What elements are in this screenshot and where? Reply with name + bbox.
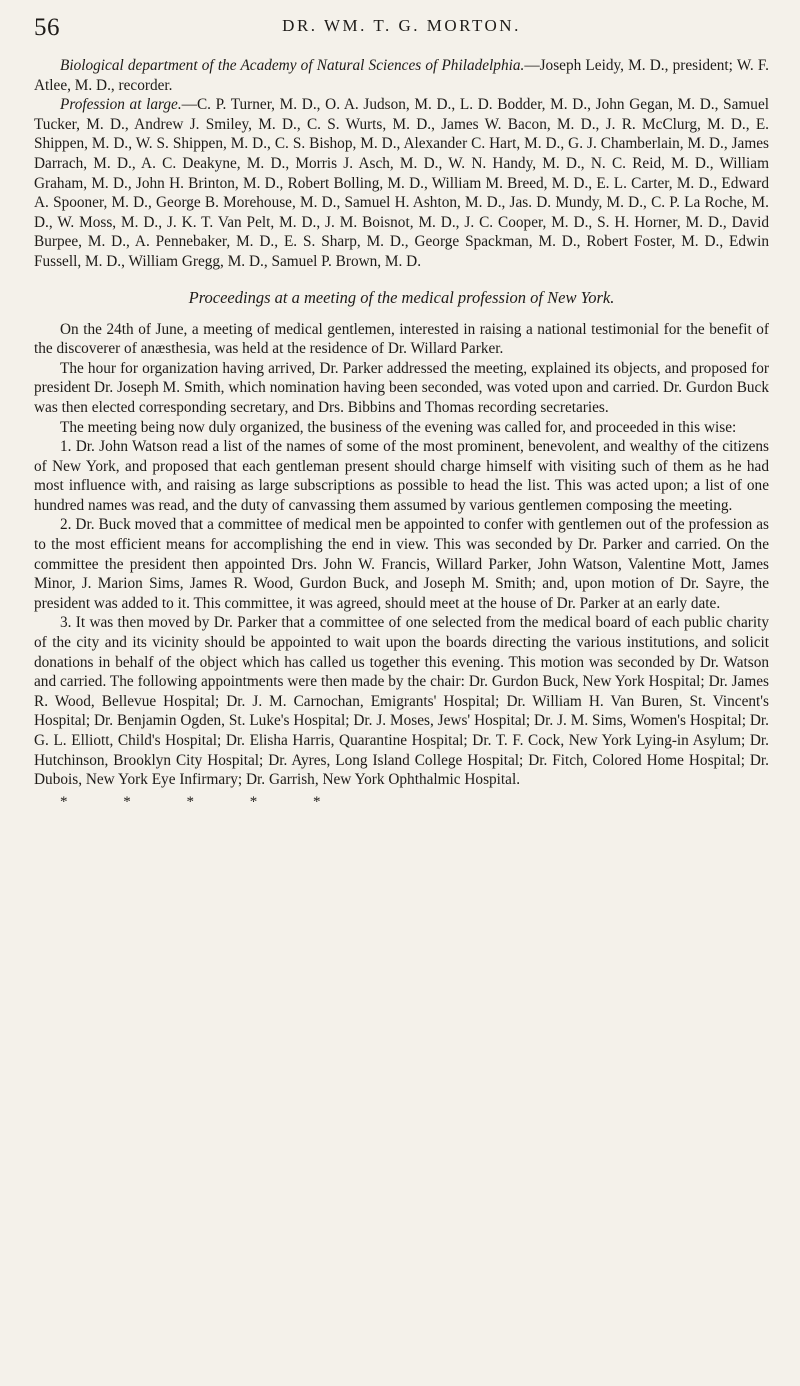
document-page bbox=[34, 14, 769, 1374]
paragraph-meeting-intro: On the 24th of June, a meeting of medical gentlemen, interested in raising a national testimonial for the benefit of the discoverer of anæsthesia, was held at the residence of Dr. Willard Parker. bbox=[34, 320, 769, 358]
profession-paragraph bbox=[34, 95, 769, 271]
section-title: Proceedings at a meeting of the medical profession of New York. bbox=[188, 287, 615, 307]
paragraph-item-1: 1. Dr. John Watson read a list of the names of some of the most prominent, benevolent, and wealthy of the citizens of New York, and proposed that each gentleman present should charge himself with visiting such of them as he had most influence with, and raising as large subscriptions as possible to head the list. This was acted upon; a list of one hundred names was read, and the duty of canvassing them assumed by various gentlemen composing the meeting. bbox=[34, 438, 769, 514]
section-break-asterisks: * * * * * bbox=[60, 793, 347, 810]
profession-text: —C. P. Turner, M. D., O. A. Judson, M. D., L. D. Bodder, M. D., John Gegan, M. D., Samuel Tucker, M. D., Andrew J. Smiley, M. D., C. S. Wurts, M. D., James W. Bacon, M. D., J. R. McClurg, M. D., E. Shippen, M. D., W. S. Shippen, M. D., C. S. Bishop, M. D., Alexander C. Hart, M. D., G. J. Chamberlain, M. D., James Darrach, M. D., A. C. Deakyne, M. D., Morris J. Asch, M. D., W. N. Handy, M. D., N. C. Reid, M. D., William Graham, M. D., John H. Brinton, M. D., Robert Bolling, M. D., William M. Breed, M. D., E. L. Carter, M. D., Edward A. Spooner, M. D., George B. Morehouse, M. D., Samuel H. Ashton, M. D., Jas. D. Mundy, M. D., C. P. La Roche, M. D., W. Moss, M. D., J. K. T. Van Pelt, M. D., J. M. Boisnot, M. D., J. C. Cooper, M. D., S. H. Horner, M. D., David Burpee, M. D., A. Pennebaker, M. D., E. S. Sharp, M. D., George Spackman, M. D., Robert Foster, M. D., Edwin Fussell, M. D., William Gregg, M. D., Samuel P. Brown, M. D. bbox=[34, 96, 769, 270]
academy-title: Biological department of the Academy of Natural Sciences of Philadelphia. bbox=[60, 57, 525, 74]
academy-text: —Joseph Leidy, M. D., president; W. F. Atlee, M. D., recorder. bbox=[34, 57, 769, 94]
paragraph-business: The meeting being now duly organized, the business of the evening was called for, and proceeded in this wise: bbox=[60, 418, 737, 436]
paragraph-organization: The hour for organization having arrived, Dr. Parker addressed the meeting, explained its objects, and proposed for president Dr. Joseph M. Smith, which nomination having been seconded, was voted upon and carried. Dr. Gurdon Buck was then elected corresponding secretary, and Drs. Bibbins and Thomas recording secretaries. bbox=[34, 359, 769, 416]
academy-paragraph bbox=[34, 56, 769, 95]
running-head: DR. WM. T. G. MORTON. bbox=[282, 16, 521, 35]
profession-title: Profession at large. bbox=[60, 96, 182, 114]
page-number: 56 bbox=[34, 14, 60, 41]
paragraph-item-2: 2. Dr. Buck moved that a committee of medical men be appointed to confer with gentlemen out of the profession as to the most efficient means for accomplishing the end in view. This was seconded by Dr. Parker and carried. On the committee the president then appointed Drs. John W. Francis, Willard Parker, John Watson, Valentine Mott, James Minor, J. Marion Sims, James R. Wood, Gurdon Buck, and Joseph M. Smith; and, upon motion of Dr. Sayre, the president was added to it. This committee, it was agreed, should meet at the house of Dr. Parker at an early date. bbox=[34, 516, 769, 612]
page-header bbox=[34, 14, 769, 54]
paragraph-item-3: 3. It was then moved by Dr. Parker that a committee of one selected from the medical board of each public charity of the city and its vicinity should be appointed to wait upon the boards directing the various institutions, and solicit donations in behalf of the object which has called us together this evening. This motion was seconded by Dr. Watson and carried. The following appointments were then made by the chair: Dr. Gurdon Buck, New York Hospital; Dr. James R. Wood, Bellevue Hospital; Dr. J. M. Carnochan, Emigrants' Hospital; Dr. William H. Van Buren, St. Vincent's Hospital; Dr. Benjamin Ogden, St. Luke's Hospital; Dr. J. Moses, Jews' Hospital; Dr. J. M. Sims, Women's Hospital; Dr. G. L. Elliott, Child's Hospital; Dr. Elisha Harris, Quarantine Hospital; Dr. T. F. Cock, New York Lying-in Asylum; Dr. Hutchinson, Brooklyn City Hospital; Dr. Ayres, Long Island College Hospital; Dr. Fitch, Colored Home Hospital; Dr. Dubois, New York Eye Infirmary; Dr. Garrish, New York Ophthalmic Hospital. bbox=[34, 614, 769, 789]
